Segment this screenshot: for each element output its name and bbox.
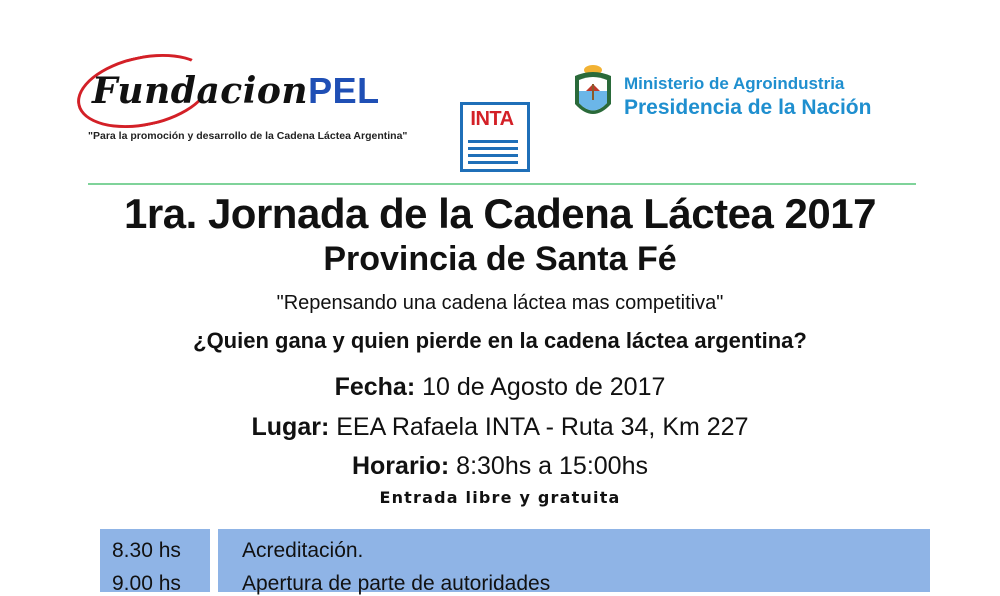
event-title: 1ra. Jornada de la Cadena Láctea 2017 — [124, 190, 876, 237]
header-divider — [88, 183, 916, 185]
fundacion-pel-logo — [72, 50, 408, 150]
inta-logo — [460, 102, 530, 172]
inta-logo-stripe — [468, 147, 518, 150]
inta-logo-stripe — [468, 161, 518, 164]
schedule-activity: Acreditación. — [242, 539, 364, 562]
location-label: Lugar: — [251, 413, 330, 441]
fundacion-pel-tagline: "Para la promoción y desarrollo de la Cadena Láctea Argentina" — [88, 130, 408, 142]
fundacion-pel-name: FundacionPEL — [92, 70, 380, 112]
event-subtitle: Provincia de Santa Fé — [323, 240, 677, 278]
inta-logo-stripe — [468, 154, 518, 157]
time-value: 8:30hs a 15:00hs — [449, 452, 648, 480]
event-question: ¿Quien gana y quien pierde en la cadena láctea argentina? — [193, 328, 807, 353]
location-value: EEA Rafaela INTA - Ruta 34, Km 227 — [329, 413, 749, 441]
date-label: Fecha: — [334, 373, 416, 401]
admission-note: Entrada libre y gratuita — [379, 488, 621, 507]
ministerio-logo — [572, 64, 932, 132]
time-label: Horario: — [351, 452, 450, 480]
presidencia-name: Presidencia de la Nación — [624, 96, 872, 119]
inta-logo-text: INTA — [463, 108, 521, 131]
event-date — [0, 373, 1000, 402]
schedule-time-column — [100, 529, 210, 595]
schedule-table — [100, 529, 930, 595]
date-value: 10 de Agosto de 2017 — [415, 373, 666, 401]
ministerio-name: Ministerio de Agroindustria — [624, 74, 845, 93]
schedule-time: 8.30 hs — [112, 539, 181, 562]
schedule-activity-column — [218, 529, 930, 595]
schedule-time: 9.00 hs — [112, 572, 181, 595]
event-location — [0, 413, 1000, 442]
schedule-activity: Apertura de parte de autoridades — [242, 572, 551, 595]
inta-logo-stripe — [468, 140, 518, 143]
coat-of-arms-icon — [572, 64, 614, 124]
event-quote: "Repensando una cadena láctea mas competitiva" — [276, 292, 724, 314]
event-time — [0, 452, 1000, 481]
